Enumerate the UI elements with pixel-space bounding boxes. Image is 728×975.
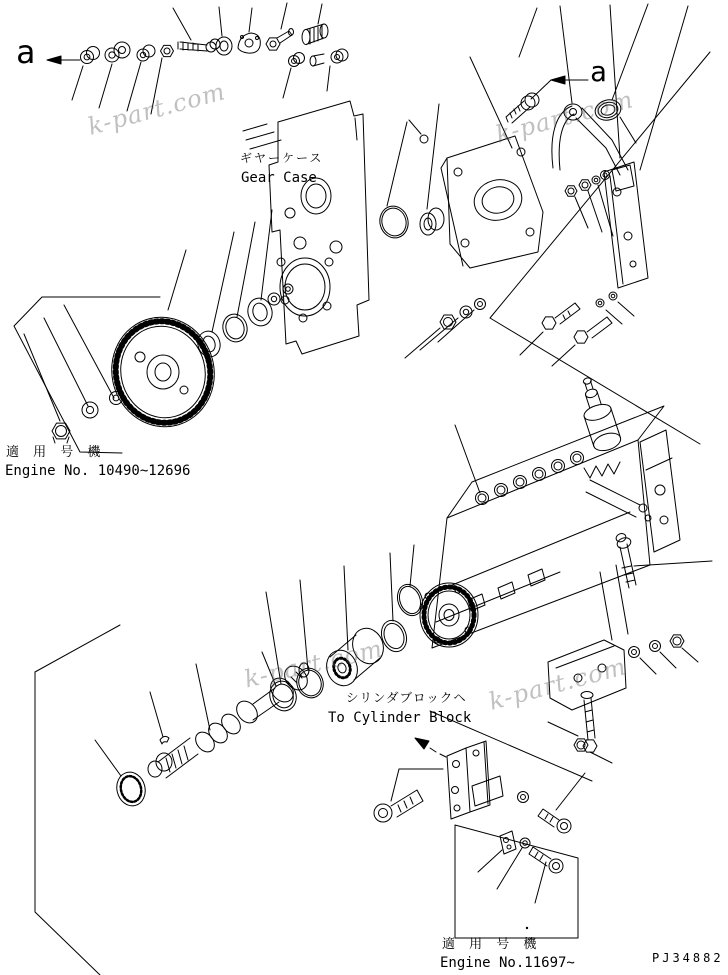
watermark: k-part.com <box>241 634 386 694</box>
gear-case-label-jp: ギヤーケース <box>240 151 324 165</box>
view-a-label-left: a <box>16 33 36 71</box>
drawing-number: PJ34882 <box>652 951 724 965</box>
gear-group-drawing <box>14 210 293 453</box>
view-a-arrow-right <box>531 76 588 99</box>
view-a-label-right: a <box>590 55 607 88</box>
section-boundary-left <box>35 625 120 975</box>
top-fittings-group <box>72 3 348 114</box>
section-boundary-right <box>490 52 710 444</box>
bracket-applicability-label-en: Engine No.11697~ <box>440 955 575 971</box>
to-cylinder-block-label-en: To Cylinder Block <box>328 710 472 726</box>
gear-applicability-label-en: Engine No. 10490~12696 <box>5 463 191 479</box>
bracket-applicability-label-jp: 適 用 号 機 <box>442 937 542 952</box>
pump-mount-bracket-drawing <box>376 4 688 366</box>
injection-pump-drawing <box>420 374 712 648</box>
pump-support-bracket-drawing <box>548 565 698 752</box>
watermark: k-part.com <box>492 85 637 149</box>
gear-case-label-en: Gear Case <box>241 170 317 186</box>
watermark: k-part.com <box>84 77 229 141</box>
gear-applicability-label-jp: 適 用 号 機 <box>6 445 106 460</box>
watermark: k-part.com <box>485 652 630 716</box>
to-cylinder-block-label-jp: シリンダブロックヘ <box>346 690 467 705</box>
camshaft-drawing <box>35 625 312 975</box>
gear-case-drawing <box>243 101 369 354</box>
mounting-bracket-drawing <box>374 711 612 938</box>
view-a-arrow-left <box>47 56 80 64</box>
